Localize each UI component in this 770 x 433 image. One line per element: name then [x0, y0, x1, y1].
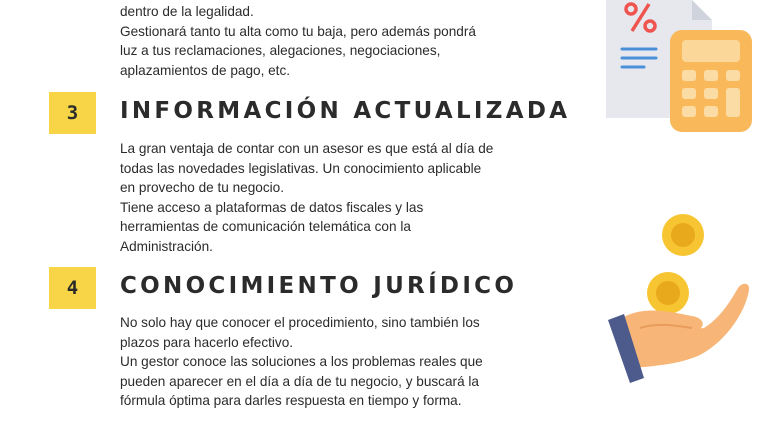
intro-line: luz a tus reclamaciones, alegaciones, negociaciones,: [120, 43, 441, 58]
intro-paragraph: [120, 2, 476, 80]
section-3-line: Administración.: [120, 238, 213, 254]
section-title-conocimiento-juridico: CONOCIMIENTO JURÍDICO: [120, 273, 518, 299]
section-number-badge-3: 3: [49, 92, 96, 134]
section-4-line: fórmula óptima para darles respuesta en tiempo y forma.: [120, 393, 462, 408]
section-4-paragraph: [120, 313, 483, 411]
section-4-line: Un gestor conoce las soluciones a los problemas reales que: [120, 354, 483, 369]
section-3-line: todas las novedades legislativas. Un conocimiento aplicable: [120, 160, 482, 176]
section-3-line: en provecho de tu negocio.: [120, 180, 285, 195]
section-number-badge-4: 4: [49, 267, 96, 309]
section-title-informacion-actualizada: INFORMACIÓN ACTUALIZADA: [120, 98, 571, 124]
intro-line: dentro de la legalidad.: [120, 4, 254, 19]
document-calculator-icon: [600, 0, 760, 135]
section-3-line: Tiene acceso a plataformas de datos fiscales y las: [120, 199, 424, 215]
section-4-line: plazos para hacerlo efectivo.: [120, 334, 294, 350]
section-4-line: No solo hay que conocer el procedimiento, sino también los: [120, 315, 480, 330]
section-4-line: pueden aparecer en el día a día de tu negocio, y buscará la: [120, 373, 479, 389]
intro-line: aplazamientos de pago, etc.: [120, 62, 291, 78]
section-3-line: La gran ventaja de contar con un asesor es que está al día de: [120, 141, 494, 156]
intro-line: Gestionará tanto tu alta como tu baja, pero además pondrá: [120, 23, 476, 39]
section-3-line: herramientas de comunicación telemática con la: [120, 219, 411, 234]
hand-coins-icon: [600, 210, 760, 390]
section-3-paragraph: [120, 139, 493, 256]
